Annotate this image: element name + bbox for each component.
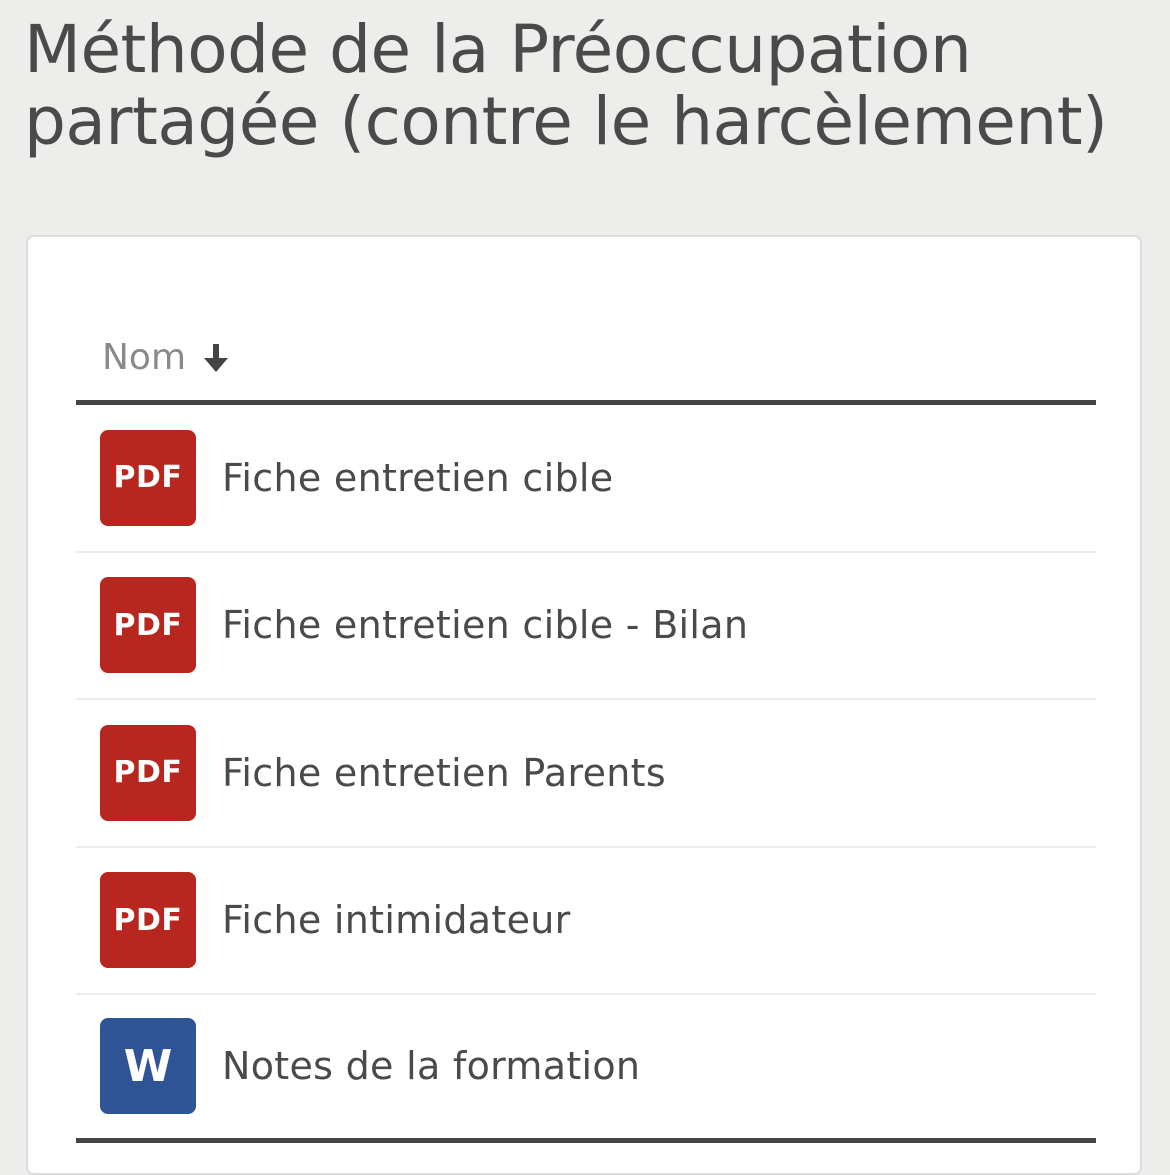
file-row-notes-de-la-formation[interactable] [76, 995, 1096, 1143]
file-row-fiche-entretien-parents[interactable] [76, 700, 1096, 848]
file-table [76, 321, 1096, 1143]
word-icon: W [100, 1018, 196, 1114]
page-title: Méthode de la Préoccupation partagée (contre le harcèlement) [24, 11, 1108, 160]
file-row-fiche-entretien-cible[interactable] [76, 405, 1096, 553]
sort-by-name-header[interactable] [102, 337, 230, 378]
pdf-icon: PDF [100, 872, 196, 968]
table-header [76, 321, 1096, 405]
file-row-fiche-intimidateur[interactable] [76, 848, 1096, 996]
pdf-icon: PDF [100, 430, 196, 526]
file-name-link[interactable]: Notes de la formation [222, 1044, 641, 1089]
column-name-label: Nom [102, 337, 187, 378]
file-list-card [26, 235, 1142, 1175]
arrow-down-icon [202, 342, 230, 374]
pdf-icon: PDF [100, 577, 196, 673]
pdf-icon: PDF [100, 725, 196, 821]
file-name-link[interactable]: Fiche intimidateur [222, 898, 571, 943]
file-name-link[interactable]: Fiche entretien Parents [222, 750, 666, 795]
file-name-link[interactable]: Fiche entretien cible - Bilan [222, 603, 749, 648]
file-name-link[interactable]: Fiche entretien cible [222, 455, 614, 500]
file-row-fiche-entretien-cible-bilan[interactable] [76, 553, 1096, 701]
